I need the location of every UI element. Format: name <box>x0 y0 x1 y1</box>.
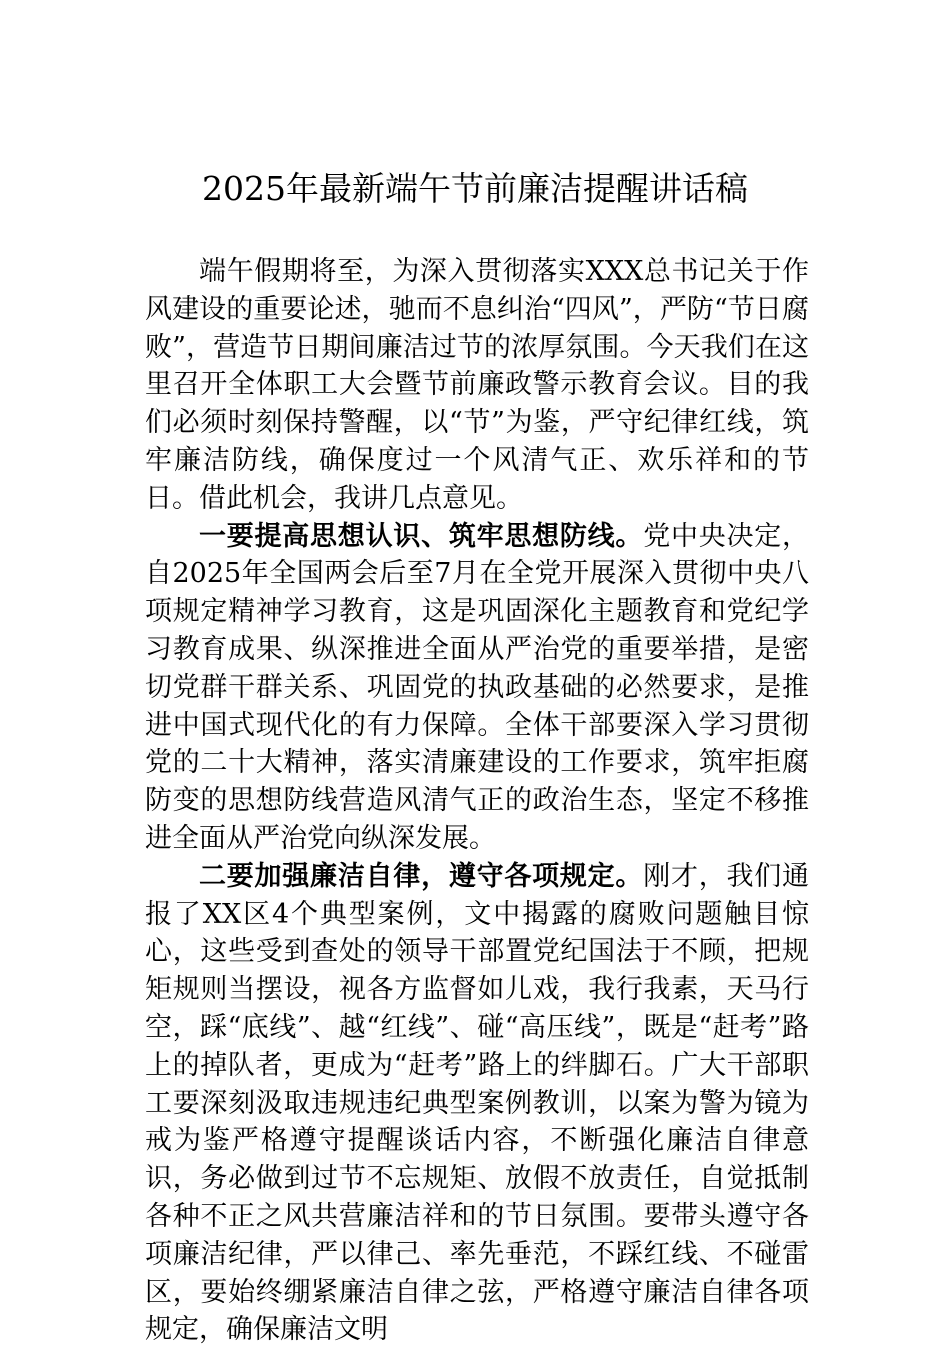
paragraph-point-two <box>145 858 809 1349</box>
paragraph-intro <box>145 253 809 518</box>
paragraph-text: 端午假期将至，为深入贯彻落实XXX总书记关于作风建设的重要论述，驰而不息纠治“四风”，严防“节日腐败”，营造节日期间廉洁过节的浓厚氛围。今天我们在这里召开全体职工大会暨节前廉政警示教育会议。目的我们必须时刻保持警醒，以“节”为鉴，严守纪律红线，筑牢廉洁防线，确保度过一个风清气正、欢乐祥和的节日。借此机会，我讲几点意见。 <box>145 256 809 514</box>
paragraph-point-one <box>145 518 809 858</box>
paragraph-lead: 二要加强廉洁自律，遵守各项规定。 <box>199 860 644 892</box>
paragraph-lead: 一要提高思想认识、筑牢思想防线。 <box>199 520 644 552</box>
paragraph-text: 党中央决定，自2025年全国两会后至7月在全党开展深入贯彻中央八项规定精神学习教育，这是巩固深化主题教育和党纪学习教育成果、纵深推进全面从严治党的重要举措，是密切党群干群关系、巩固党的执政基础的必然要求，是推进中国式现代化的有力保障。全体干部要深入学习贯彻党的二十大精神，落实清廉建设的工作要求，筑牢拒腐防变的思想防线营造风清气正的政治生态，坚定不移推进全面从严治党向纵深发展。 <box>145 520 810 854</box>
paragraph-text: 刚才，我们通报了XX区4个典型案例，文中揭露的腐败问题触目惊心，这些受到查处的领导干部置党纪国法于不顾，把规矩规则当摆设，视各方监督如儿戏，我行我素，天马行空，踩“底线”、越“红线”、碰“高压线”，既是“赶考”路上的掉队者，更成为“赶考”路上的绊脚石。广大干部职工要深刻汲取违规违纪典型案例教训，以案为警为镜为戒为鉴严格遵守提醒谈话内容，不断强化廉洁自律意识，务必做到过节不忘规矩、放假不放责任，自觉抵制各种不正之风共营廉洁祥和的节日氛围。要带头遵守各项廉洁纪律，严以律己、率先垂范，不踩红线、不碰雷区，要始终绷紧廉洁自律之弦，严格遵守廉洁自律各项规定，确保廉洁文明 <box>145 860 810 1346</box>
document-title: 2025年最新端午节前廉洁提醒讲话稿 <box>202 169 748 208</box>
document-body <box>145 253 809 1349</box>
